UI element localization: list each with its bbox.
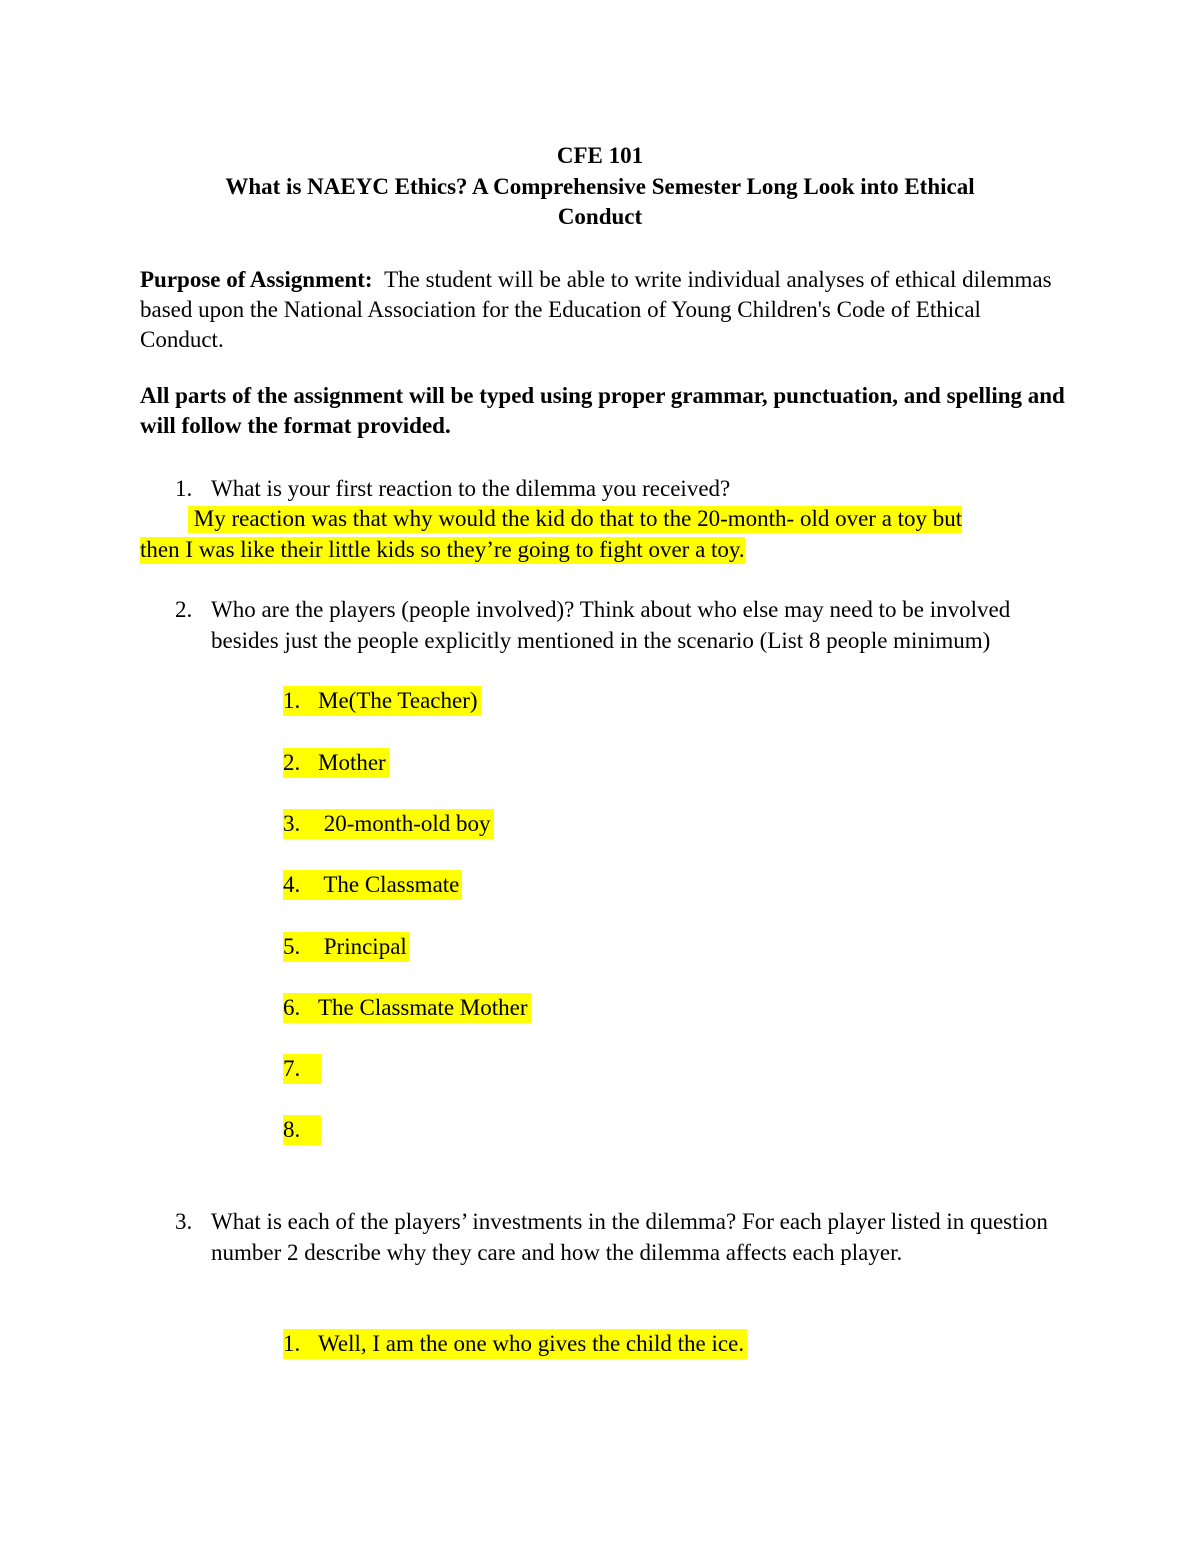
player-name: Mother <box>318 750 386 775</box>
investment-number: 1. <box>283 1331 301 1356</box>
player-item <box>283 993 531 1023</box>
player-number: 5. <box>283 934 301 959</box>
player-item <box>283 809 494 839</box>
purpose-paragraph <box>140 265 1065 355</box>
player-item <box>283 748 389 778</box>
investment-text: Well, I am the one who gives the child the ice. <box>318 1331 745 1356</box>
player-name: 20-month-old boy <box>318 811 491 836</box>
player-number: 8. <box>283 1117 301 1142</box>
player-name: Me(The Teacher) <box>318 688 478 713</box>
question-1-answer-line-2 <box>140 535 745 565</box>
player-item <box>283 1054 321 1084</box>
answer-1-line-2: then I was like their little kids so they’re going to fight over a toy. <box>140 537 745 562</box>
player-item <box>283 870 462 900</box>
course-code: CFE 101 <box>556 143 644 168</box>
player-item <box>283 1115 321 1145</box>
player-number: 2. <box>283 750 301 775</box>
purpose-text: The student will be able to write individual analyses of ethical dilemmas based upon the National Association for the Education of Young Children's Code of Ethical Conduct. <box>140 267 1052 352</box>
investment-item <box>283 1329 747 1359</box>
player-number: 7. <box>283 1056 301 1081</box>
question-1-text: What is your first reaction to the dilemma you received? <box>211 476 731 501</box>
player-number: 1. <box>283 688 301 713</box>
player-number: 3. <box>283 811 301 836</box>
document-title-line-2: Conduct <box>557 204 643 229</box>
question-2 <box>175 595 1065 656</box>
answer-1-line-1: My reaction was that why would the kid do that to the 20-month- old over a toy but <box>188 506 963 531</box>
purpose-label: Purpose of Assignment: <box>140 267 373 292</box>
question-2-number: 2. <box>175 597 193 622</box>
question-1-answer-line-1 <box>188 504 962 534</box>
question-1-number: 1. <box>175 476 193 501</box>
question-3-text: What is each of the players’ investments in the dilemma? For each player listed in question number 2 describe why they care and how the dilemma affects each player. <box>211 1209 1048 1265</box>
instructions-paragraph: All parts of the assignment will be typed using proper grammar, punctuation, and spelling and will follow the format provided. <box>140 383 1065 438</box>
player-name: The Classmate Mother <box>318 995 528 1020</box>
player-number: 6. <box>283 995 301 1020</box>
question-3-number: 3. <box>175 1209 193 1234</box>
document-header <box>140 141 1060 233</box>
player-item <box>283 686 481 716</box>
player-number: 4. <box>283 872 301 897</box>
question-3 <box>175 1207 1065 1268</box>
document-title-line-1: What is NAEYC Ethics? A Comprehensive Semester Long Look into Ethical <box>225 173 975 199</box>
player-name: The Classmate <box>318 872 460 897</box>
player-name: Principal <box>318 934 407 959</box>
question-1 <box>175 474 1065 505</box>
player-item <box>283 932 410 962</box>
question-2-text: Who are the players (people involved)? Think about who else may need to be involved besides just the people explicitly mentioned in the scenario (List 8 people minimum) <box>211 597 1011 653</box>
